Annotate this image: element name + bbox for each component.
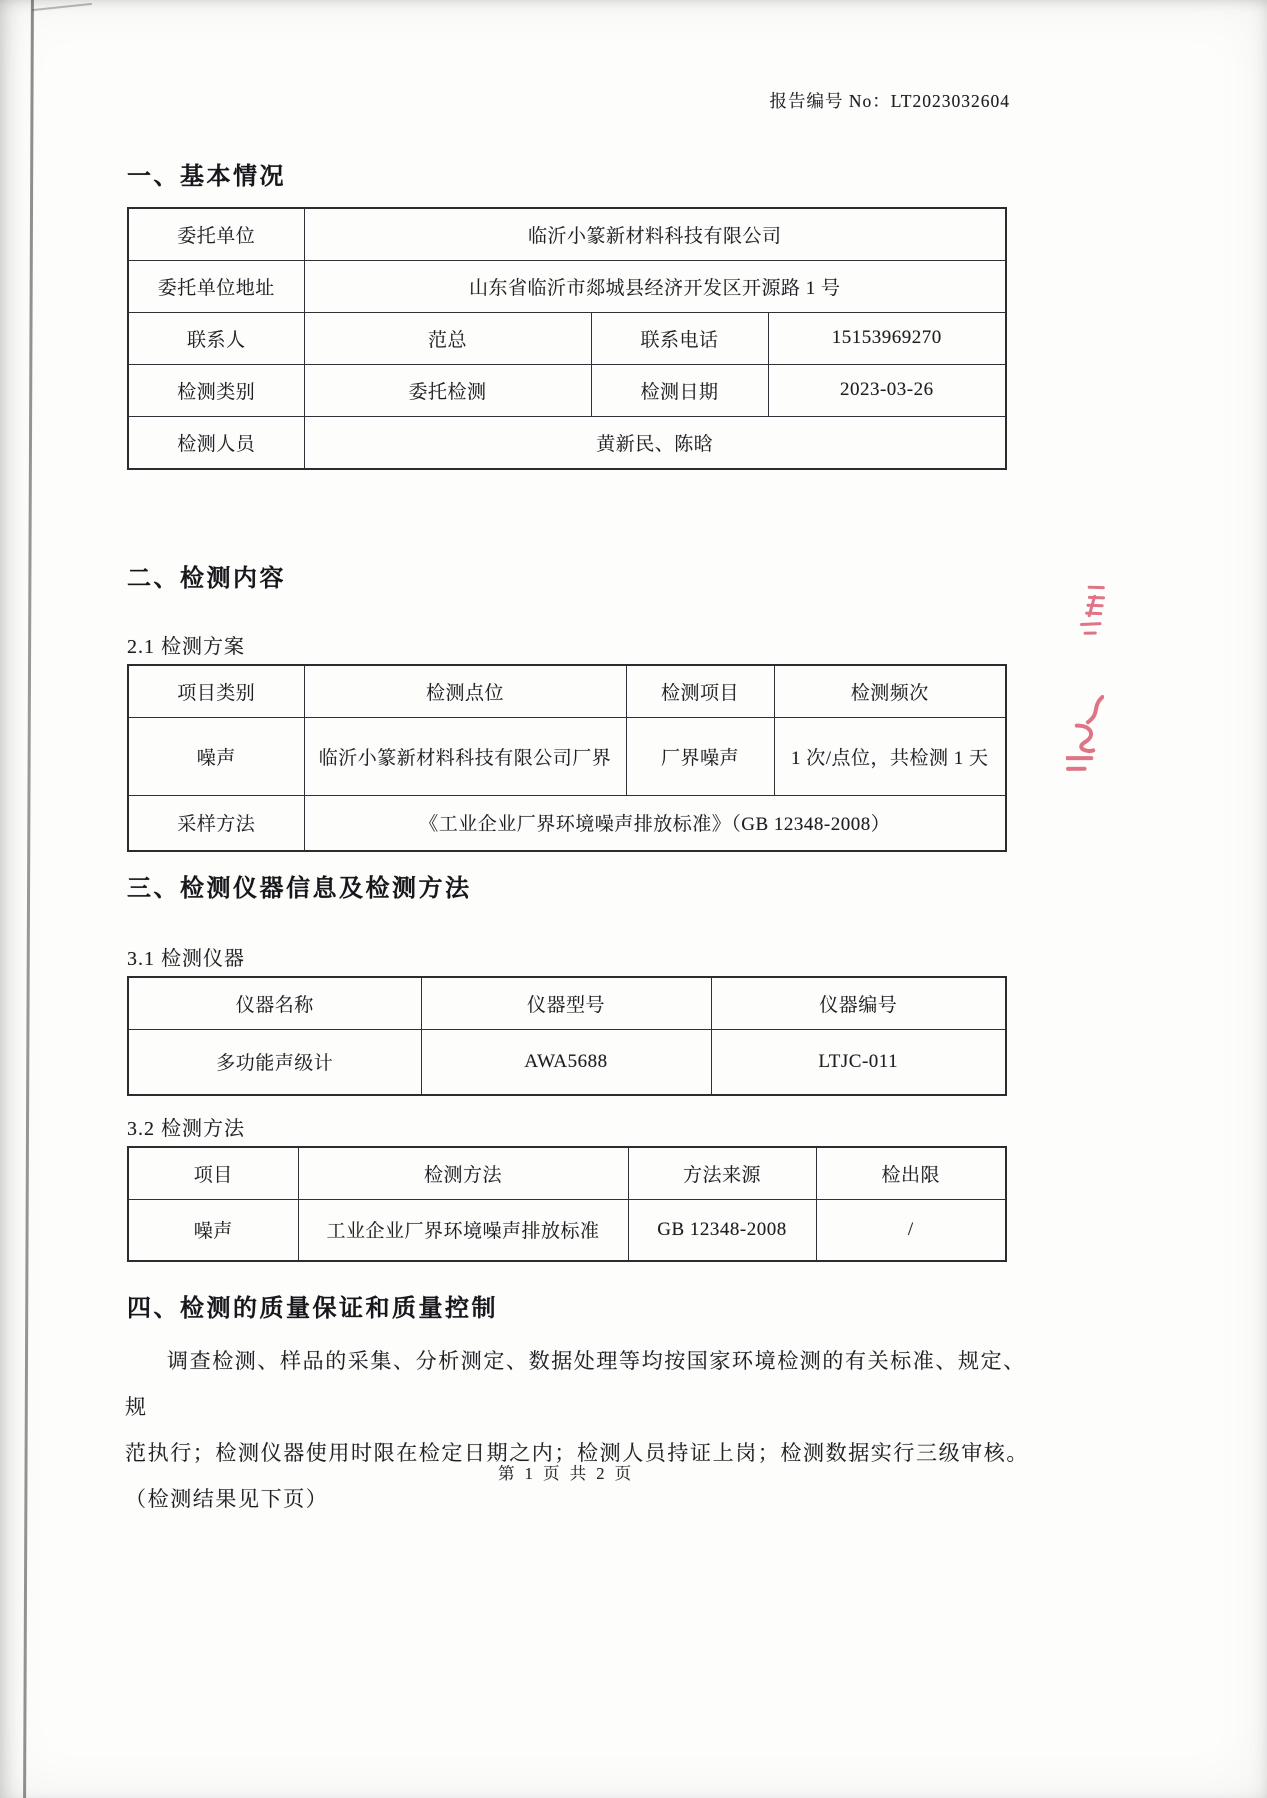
label-test-type: 检测类别 — [128, 364, 304, 416]
cell-item: 噪声 — [128, 1199, 298, 1261]
header-detection-limit: 检出限 — [816, 1147, 1006, 1199]
cell-test-location: 临沂小篆新材料科技有限公司厂界 — [304, 717, 626, 795]
label-test-personnel: 检测人员 — [128, 416, 304, 469]
cell-method: 工业企业厂界环境噪声排放标准 — [298, 1199, 628, 1261]
cell-method-source: GB 12348-2008 — [628, 1199, 816, 1261]
section-4-title: 四、检测的质量保证和质量控制 — [127, 1296, 498, 1322]
scan-edge-line — [23, 0, 34, 1798]
table-row — [128, 1029, 1006, 1095]
header-method: 检测方法 — [298, 1147, 628, 1199]
header-test-frequency: 检测频次 — [774, 665, 1006, 717]
table-row — [128, 795, 1006, 851]
header-method-source: 方法来源 — [628, 1147, 816, 1199]
table-row — [128, 312, 1006, 364]
label-contact: 联系人 — [128, 312, 304, 364]
value-phone: 15153969270 — [768, 312, 1006, 364]
method-table — [127, 1146, 1007, 1262]
table-row — [128, 416, 1006, 469]
table-row — [128, 260, 1006, 312]
header-item: 项目 — [128, 1147, 298, 1199]
table-header-row — [128, 665, 1006, 717]
table-row — [128, 364, 1006, 416]
header-instrument-name: 仪器名称 — [128, 977, 421, 1029]
table-row — [128, 717, 1006, 795]
value-test-type: 委托检测 — [304, 364, 591, 416]
value-test-date: 2023-03-26 — [768, 364, 1006, 416]
qa-line-1: 调查检测、样品的采集、分析测定、数据处理等均按国家环境检测的有关标准、规定、规 — [125, 1349, 1026, 1419]
value-test-personnel: 黄新民、陈晗 — [304, 416, 1006, 469]
label-sampling-method: 采样方法 — [128, 795, 304, 851]
table-header-row — [128, 1147, 1006, 1199]
section-3-2-subtitle: 3.2 检测方法 — [127, 1118, 245, 1140]
value-sampling-method: 《工业企业厂界环境噪声排放标准》（GB 12348-2008） — [304, 795, 1006, 851]
section-3-title: 三、检测仪器信息及检测方法 — [127, 876, 472, 902]
instrument-table — [127, 976, 1007, 1096]
qa-line-2: 范执行；检测仪器使用时限在检定日期之内；检测人员持证上岗；检测数据实行三级审核。 — [125, 1441, 1029, 1465]
cell-instrument-number: LTJC-011 — [711, 1029, 1006, 1095]
cell-instrument-name: 多功能声级计 — [128, 1029, 421, 1095]
section-3-1-subtitle: 3.1 检测仪器 — [127, 948, 245, 970]
header-test-item: 检测项目 — [626, 665, 774, 717]
cell-item-category: 噪声 — [128, 717, 304, 795]
qa-line-3: （检测结果见下页） — [125, 1487, 329, 1511]
section-2-1-subtitle: 2.1 检测方案 — [127, 636, 245, 658]
table-row — [128, 208, 1006, 260]
cell-test-frequency: 1 次/点位，共检测 1 天 — [774, 717, 1006, 795]
table-header-row — [128, 977, 1006, 1029]
label-phone: 联系电话 — [591, 312, 768, 364]
test-plan-table — [127, 664, 1007, 852]
header-test-location: 检测点位 — [304, 665, 626, 717]
header-instrument-number: 仪器编号 — [711, 977, 1006, 1029]
label-client-address: 委托单位地址 — [128, 260, 304, 312]
label-test-date: 检测日期 — [591, 364, 768, 416]
cell-detection-limit: / — [816, 1199, 1006, 1261]
qa-paragraph — [125, 1338, 1043, 1522]
basic-info-table — [127, 207, 1007, 470]
red-seal-fragment-bottom — [1066, 688, 1104, 788]
header-instrument-model: 仪器型号 — [421, 977, 711, 1029]
report-number: 报告编号 No：LT2023032604 — [769, 91, 1010, 111]
scan-corner-mark — [32, 3, 92, 11]
table-row — [128, 1199, 1006, 1261]
cell-instrument-model: AWA5688 — [421, 1029, 711, 1095]
red-seal-fragment-top — [1076, 582, 1106, 652]
page-number-footer: 第 1 页 共 2 页 — [497, 1464, 635, 1483]
value-contact: 范总 — [304, 312, 591, 364]
label-client: 委托单位 — [128, 208, 304, 260]
value-client-address: 山东省临沂市郯城县经济开发区开源路 1 号 — [304, 260, 1006, 312]
section-2-title: 二、检测内容 — [127, 566, 286, 592]
value-client: 临沂小篆新材料科技有限公司 — [304, 208, 1006, 260]
cell-test-item: 厂界噪声 — [626, 717, 774, 795]
header-item-category: 项目类别 — [128, 665, 304, 717]
section-1-title: 一、基本情况 — [127, 164, 286, 190]
